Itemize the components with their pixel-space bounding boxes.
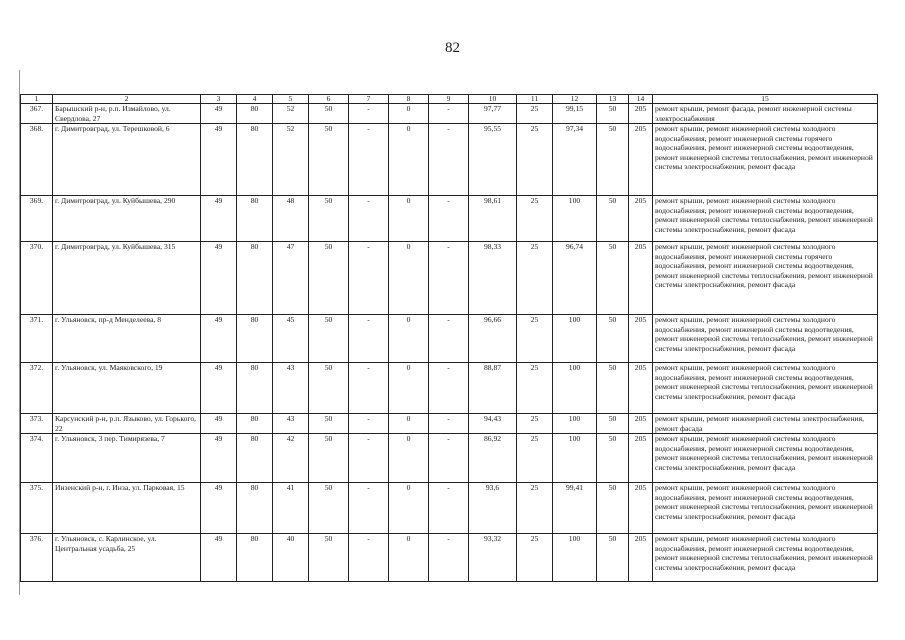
cell-c8: 0 (389, 315, 429, 363)
column-header-11: 11 (517, 95, 553, 104)
address-cell: Инзенский р-н, г. Инза, ул. Парковая, 15 (53, 483, 201, 534)
cell-c8: 0 (389, 196, 429, 242)
column-header-12: 12 (553, 95, 597, 104)
row-number-cell: 371. (21, 315, 53, 363)
cell-c14: 205 (629, 242, 653, 315)
column-header-10: 10 (469, 95, 517, 104)
cell-c5: 41 (273, 483, 309, 534)
table-row (21, 534, 878, 582)
works-cell: ремонт крыши, ремонт фасада, ремонт инженерной системы электроснабжения (653, 104, 878, 124)
cell-c10: 98,61 (469, 196, 517, 242)
register-table (20, 94, 878, 582)
cell-c8: 0 (389, 434, 429, 483)
cell-c4: 80 (237, 434, 273, 483)
cell-c11: 25 (517, 434, 553, 483)
cell-c8: 0 (389, 363, 429, 414)
cell-c14: 205 (629, 534, 653, 582)
row-number-cell: 375. (21, 483, 53, 534)
cell-c9: - (429, 104, 469, 124)
cell-c7: - (349, 242, 389, 315)
cell-c9: - (429, 483, 469, 534)
column-header-9: 9 (429, 95, 469, 104)
cell-c5: 45 (273, 315, 309, 363)
column-header-13: 13 (597, 95, 629, 104)
cell-c4: 80 (237, 104, 273, 124)
cell-c9: - (429, 315, 469, 363)
cell-c8: 0 (389, 483, 429, 534)
works-cell: ремонт крыши, ремонт инженерной системы холодного водоснабжения, ремонт инженерной системы водоотведения, ремонт инженерной системы теплоснабжения, ремонт инженерной системы электроснабжения, ремонт фасада (653, 434, 878, 483)
table-row (21, 124, 878, 196)
cell-c10: 98,33 (469, 242, 517, 315)
cell-c9: - (429, 363, 469, 414)
table-row (21, 414, 878, 434)
cell-c14: 205 (629, 315, 653, 363)
cell-c10: 93,6 (469, 483, 517, 534)
cell-c8: 0 (389, 414, 429, 434)
works-cell: ремонт крыши, ремонт инженерной системы холодного водоснабжения, ремонт инженерной системы водоотведения, ремонт инженерной системы теплоснабжения, ремонт инженерной системы электроснабжения, ремонт фасада (653, 534, 878, 582)
row-number-cell: 373. (21, 414, 53, 434)
address-cell: г. Димитровград, ул. Куйбышева, 315 (53, 242, 201, 315)
cell-c6: 50 (309, 434, 349, 483)
cell-c5: 47 (273, 242, 309, 315)
column-header-15: 15 (653, 95, 878, 104)
cell-c3: 49 (201, 196, 237, 242)
cell-c6: 50 (309, 315, 349, 363)
cell-c6: 50 (309, 196, 349, 242)
cell-c12: 99,41 (553, 483, 597, 534)
cell-c11: 25 (517, 414, 553, 434)
table-row (21, 363, 878, 414)
row-number-cell: 368. (21, 124, 53, 196)
table-row (21, 242, 878, 315)
cell-c5: 43 (273, 414, 309, 434)
cell-c13: 50 (597, 315, 629, 363)
cell-c7: - (349, 414, 389, 434)
cell-c3: 49 (201, 104, 237, 124)
cell-c11: 25 (517, 242, 553, 315)
cell-c13: 50 (597, 534, 629, 582)
cell-c6: 50 (309, 124, 349, 196)
cell-c7: - (349, 534, 389, 582)
cell-c5: 48 (273, 196, 309, 242)
cell-c13: 50 (597, 434, 629, 483)
cell-c14: 205 (629, 363, 653, 414)
cell-c8: 0 (389, 242, 429, 315)
cell-c7: - (349, 315, 389, 363)
row-number-cell: 369. (21, 196, 53, 242)
cell-c6: 50 (309, 534, 349, 582)
cell-c3: 49 (201, 483, 237, 534)
cell-c12: 99,15 (553, 104, 597, 124)
works-cell: ремонт крыши, ремонт инженерной системы электроснабжения, ремонт фасада (653, 414, 878, 434)
address-cell: г. Ульяновск, ул. Маяковского, 19 (53, 363, 201, 414)
cell-c13: 50 (597, 414, 629, 434)
cell-c12: 100 (553, 414, 597, 434)
works-cell: ремонт крыши, ремонт инженерной системы холодного водоснабжения, ремонт инженерной системы водоотведения, ремонт инженерной системы теплоснабжения, ремонт инженерной системы электроснабжения, ремонт фасада (653, 483, 878, 534)
table-body (21, 104, 878, 582)
cell-c9: - (429, 124, 469, 196)
cell-c3: 49 (201, 434, 237, 483)
column-header-4: 4 (237, 95, 273, 104)
row-number-cell: 370. (21, 242, 53, 315)
cell-c6: 50 (309, 483, 349, 534)
cell-c12: 100 (553, 534, 597, 582)
address-cell: Барышский р-н, р.п. Измайлово, ул. Свердлова, 27 (53, 104, 201, 124)
cell-c13: 50 (597, 104, 629, 124)
cell-c5: 52 (273, 104, 309, 124)
column-header-6: 6 (309, 95, 349, 104)
cell-c4: 80 (237, 483, 273, 534)
cell-c7: - (349, 196, 389, 242)
column-header-14: 14 (629, 95, 653, 104)
column-header-7: 7 (349, 95, 389, 104)
cell-c4: 80 (237, 315, 273, 363)
cell-c13: 50 (597, 363, 629, 414)
cell-c11: 25 (517, 483, 553, 534)
page-number: 82 (445, 40, 460, 56)
cell-c7: - (349, 363, 389, 414)
cell-c10: 95,55 (469, 124, 517, 196)
works-cell: ремонт крыши, ремонт инженерной системы холодного водоснабжения, ремонт инженерной системы горячего водоснабжения, ремонт инженерной системы водоотведения, ремонт инженерной системы теплоснабжения, ремонт инженерной системы электроснабжения, ремонт фасада (653, 124, 878, 196)
cell-c7: - (349, 434, 389, 483)
cell-c4: 80 (237, 196, 273, 242)
column-header-8: 8 (389, 95, 429, 104)
cell-c11: 25 (517, 196, 553, 242)
cell-c10: 94,43 (469, 414, 517, 434)
works-cell: ремонт крыши, ремонт инженерной системы холодного водоснабжения, ремонт инженерной системы горячего водоснабжения, ремонт инженерной системы водоотведения, ремонт инженерной системы теплоснабжения, ремонт инженерной системы электроснабжения, ремонт фасада (653, 242, 878, 315)
table-row (21, 315, 878, 363)
cell-c6: 50 (309, 242, 349, 315)
column-header-2: 2 (53, 95, 201, 104)
address-cell: Карсунский р-н, р.п. Языково, ул. Горького, 22 (53, 414, 201, 434)
cell-c3: 49 (201, 242, 237, 315)
cell-c5: 40 (273, 534, 309, 582)
cell-c10: 86,92 (469, 434, 517, 483)
cell-c14: 205 (629, 104, 653, 124)
cell-c10: 97,77 (469, 104, 517, 124)
cell-c11: 25 (517, 534, 553, 582)
table-row (21, 483, 878, 534)
cell-c13: 50 (597, 196, 629, 242)
cell-c10: 96,66 (469, 315, 517, 363)
cell-c12: 97,34 (553, 124, 597, 196)
column-header-1: 1 (21, 95, 53, 104)
cell-c3: 49 (201, 124, 237, 196)
cell-c9: - (429, 242, 469, 315)
works-cell: ремонт крыши, ремонт инженерной системы холодного водоснабжения, ремонт инженерной системы водоотведения, ремонт инженерной системы теплоснабжения, ремонт инженерной системы электроснабжения, ремонт фасада (653, 363, 878, 414)
row-number-cell: 372. (21, 363, 53, 414)
cell-c9: - (429, 196, 469, 242)
cell-c14: 205 (629, 414, 653, 434)
column-header-3: 3 (201, 95, 237, 104)
cell-c6: 50 (309, 363, 349, 414)
cell-c14: 205 (629, 434, 653, 483)
table-row (21, 434, 878, 483)
cell-c6: 50 (309, 104, 349, 124)
cell-c4: 80 (237, 124, 273, 196)
cell-c14: 205 (629, 196, 653, 242)
works-cell: ремонт крыши, ремонт инженерной системы холодного водоснабжения, ремонт инженерной системы водоотведения, ремонт инженерной системы теплоснабжения, ремонт инженерной системы электроснабжения, ремонт фасада (653, 196, 878, 242)
cell-c12: 100 (553, 315, 597, 363)
address-cell: г. Ульяновск, с. Карлинское, ул. Центральная усадьба, 25 (53, 534, 201, 582)
cell-c7: - (349, 124, 389, 196)
column-number-row (21, 95, 878, 104)
cell-c4: 80 (237, 534, 273, 582)
cell-c6: 50 (309, 414, 349, 434)
address-cell: г. Димитровград, ул. Куйбышева, 290 (53, 196, 201, 242)
cell-c11: 25 (517, 124, 553, 196)
cell-c3: 49 (201, 414, 237, 434)
cell-c12: 100 (553, 196, 597, 242)
table-row (21, 196, 878, 242)
cell-c13: 50 (597, 483, 629, 534)
cell-c4: 80 (237, 242, 273, 315)
cell-c11: 25 (517, 363, 553, 414)
cell-c9: - (429, 534, 469, 582)
cell-c9: - (429, 434, 469, 483)
cell-c12: 100 (553, 363, 597, 414)
cell-c10: 88,87 (469, 363, 517, 414)
cell-c8: 0 (389, 104, 429, 124)
cell-c12: 100 (553, 434, 597, 483)
cell-c11: 25 (517, 104, 553, 124)
works-cell: ремонт крыши, ремонт инженерной системы холодного водоснабжения, ремонт инженерной системы водоотведения, ремонт инженерной системы теплоснабжения, ремонт инженерной системы электроснабжения, ремонт фасада (653, 315, 878, 363)
cell-c7: - (349, 483, 389, 534)
address-cell: г. Димитровград, ул. Терешковой, 6 (53, 124, 201, 196)
cell-c5: 52 (273, 124, 309, 196)
column-header-5: 5 (273, 95, 309, 104)
table-row (21, 104, 878, 124)
cell-c14: 205 (629, 124, 653, 196)
cell-c8: 0 (389, 124, 429, 196)
cell-c3: 49 (201, 534, 237, 582)
row-number-cell: 374. (21, 434, 53, 483)
cell-c3: 49 (201, 363, 237, 414)
cell-c5: 42 (273, 434, 309, 483)
cell-c13: 50 (597, 124, 629, 196)
address-cell: г. Ульяновск, пр-д Менделеева, 8 (53, 315, 201, 363)
row-number-cell: 376. (21, 534, 53, 582)
cell-c12: 96,74 (553, 242, 597, 315)
cell-c4: 80 (237, 363, 273, 414)
cell-c7: - (349, 104, 389, 124)
cell-c8: 0 (389, 534, 429, 582)
cell-c5: 43 (273, 363, 309, 414)
address-cell: г. Ульяновск, 3 пер. Тимирязева, 7 (53, 434, 201, 483)
cell-c10: 93,32 (469, 534, 517, 582)
row-number-cell: 367. (21, 104, 53, 124)
cell-c3: 49 (201, 315, 237, 363)
cell-c11: 25 (517, 315, 553, 363)
cell-c14: 205 (629, 483, 653, 534)
cell-c9: - (429, 414, 469, 434)
cell-c4: 80 (237, 414, 273, 434)
cell-c13: 50 (597, 242, 629, 315)
